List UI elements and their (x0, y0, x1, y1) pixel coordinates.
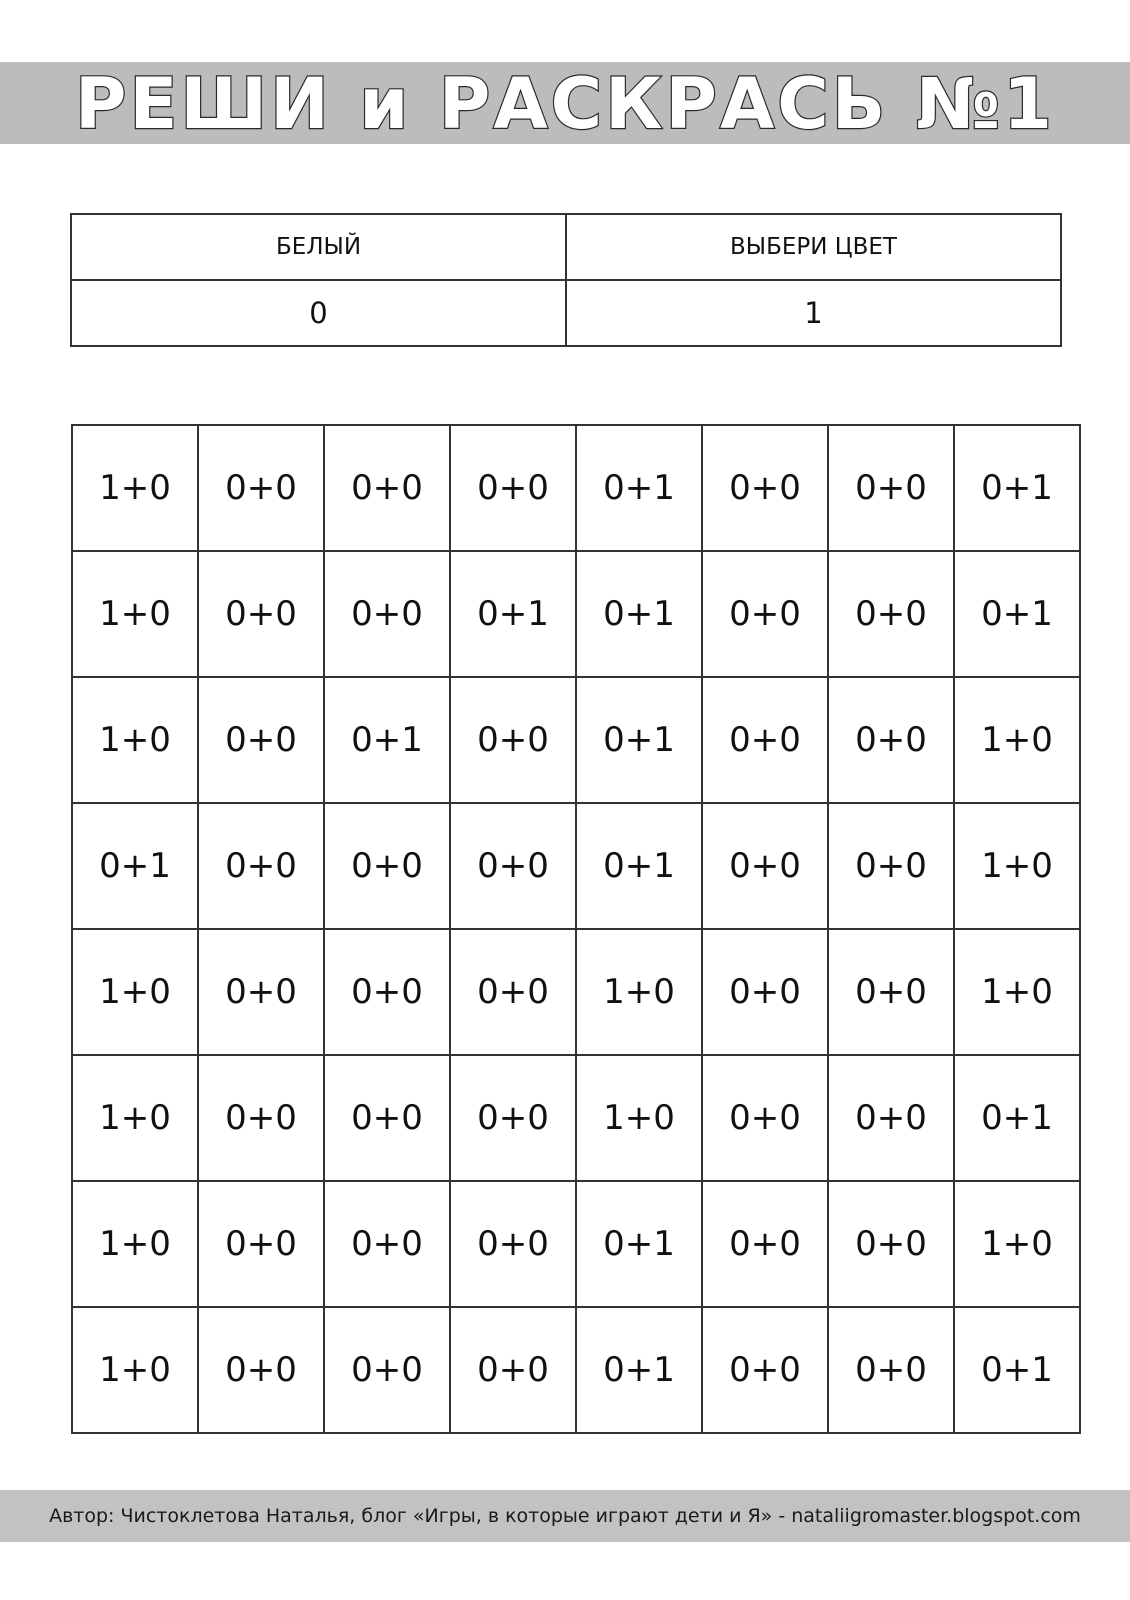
grid-row (72, 1307, 1080, 1433)
grid-cell[interactable]: 0+0 (450, 1181, 576, 1307)
grid-cell[interactable]: 0+1 (576, 425, 702, 551)
legend-header-choose-color: ВЫБЕРИ ЦВЕТ (566, 214, 1061, 280)
grid-cell[interactable]: 0+0 (702, 1055, 828, 1181)
grid-cell[interactable]: 1+0 (954, 1181, 1080, 1307)
grid-cell[interactable]: 0+0 (702, 425, 828, 551)
grid-cell[interactable]: 0+0 (702, 1307, 828, 1433)
grid-cell[interactable]: 1+0 (954, 677, 1080, 803)
grid-row (72, 1055, 1080, 1181)
grid-cell[interactable]: 0+0 (324, 551, 450, 677)
legend-value-white: 0 (71, 280, 566, 346)
grid-cell[interactable]: 0+1 (954, 1307, 1080, 1433)
grid-cell[interactable]: 0+1 (324, 677, 450, 803)
grid-cell[interactable]: 0+0 (450, 803, 576, 929)
grid-cell[interactable]: 0+1 (954, 551, 1080, 677)
grid-cell[interactable]: 0+0 (198, 677, 324, 803)
grid-cell[interactable]: 1+0 (72, 677, 198, 803)
title-band (0, 62, 1130, 144)
grid-cell[interactable]: 0+1 (954, 425, 1080, 551)
coloring-grid (71, 424, 1081, 1434)
grid-cell[interactable]: 0+0 (198, 425, 324, 551)
grid-cell[interactable]: 0+0 (828, 1181, 954, 1307)
grid-cell[interactable]: 0+0 (702, 677, 828, 803)
grid-cell[interactable]: 0+0 (324, 929, 450, 1055)
grid-cell[interactable]: 0+0 (702, 929, 828, 1055)
grid-cell[interactable]: 0+0 (828, 803, 954, 929)
grid-cell[interactable]: 0+0 (198, 1181, 324, 1307)
grid-cell[interactable]: 1+0 (576, 1055, 702, 1181)
grid-cell[interactable]: 0+0 (828, 551, 954, 677)
grid-cell[interactable]: 0+0 (198, 551, 324, 677)
grid-cell[interactable]: 0+0 (324, 1307, 450, 1433)
grid-row (72, 425, 1080, 551)
legend-header-row (71, 214, 1061, 280)
grid-cell[interactable]: 0+0 (324, 1055, 450, 1181)
grid-cell[interactable]: 0+0 (450, 929, 576, 1055)
grid-cell[interactable]: 0+0 (198, 1055, 324, 1181)
grid-cell[interactable]: 1+0 (72, 1307, 198, 1433)
legend-value-choose-color: 1 (566, 280, 1061, 346)
grid-cell[interactable]: 0+0 (828, 425, 954, 551)
legend-header-white: БЕЛЫЙ (71, 214, 566, 280)
grid-cell[interactable]: 0+1 (576, 551, 702, 677)
grid-cell[interactable]: 1+0 (72, 551, 198, 677)
grid-cell[interactable]: 0+0 (198, 1307, 324, 1433)
grid-row (72, 1181, 1080, 1307)
grid-cell[interactable]: 0+1 (576, 1307, 702, 1433)
grid-cell[interactable]: 0+1 (576, 803, 702, 929)
grid-cell[interactable]: 0+0 (450, 677, 576, 803)
color-legend-table (70, 213, 1062, 347)
legend-value-row (71, 280, 1061, 346)
grid-cell[interactable]: 1+0 (72, 425, 198, 551)
grid-row (72, 929, 1080, 1055)
title-svg (0, 62, 1130, 144)
grid-cell[interactable]: 0+0 (450, 425, 576, 551)
grid-row (72, 677, 1080, 803)
grid-cell[interactable]: 0+0 (702, 551, 828, 677)
grid-cell[interactable]: 0+0 (324, 803, 450, 929)
grid-cell[interactable]: 0+0 (450, 1307, 576, 1433)
grid-cell[interactable]: 0+0 (828, 929, 954, 1055)
footer-credit: Автор: Чистоклетова Наталья, блог «Игры, в которые играют дети и Я» - nataliigromaster.blogspot.com (49, 1505, 1081, 1527)
grid-cell[interactable]: 0+0 (828, 677, 954, 803)
grid-cell[interactable]: 0+0 (324, 425, 450, 551)
grid-cell[interactable]: 0+0 (450, 1055, 576, 1181)
grid-cell[interactable]: 0+0 (324, 1181, 450, 1307)
grid-row (72, 803, 1080, 929)
grid-cell[interactable]: 1+0 (72, 929, 198, 1055)
grid-cell[interactable]: 0+0 (702, 1181, 828, 1307)
grid-cell[interactable]: 0+0 (198, 803, 324, 929)
grid-cell[interactable]: 0+1 (576, 1181, 702, 1307)
grid-row (72, 551, 1080, 677)
grid-cell[interactable]: 0+0 (828, 1307, 954, 1433)
grid-cell[interactable]: 0+1 (72, 803, 198, 929)
grid-cell[interactable]: 1+0 (72, 1055, 198, 1181)
grid-cell[interactable]: 1+0 (954, 929, 1080, 1055)
grid-cell[interactable]: 1+0 (954, 803, 1080, 929)
grid-cell[interactable]: 1+0 (576, 929, 702, 1055)
footer-band (0, 1490, 1130, 1542)
grid-cell[interactable]: 0+0 (702, 803, 828, 929)
grid-cell[interactable]: 0+1 (450, 551, 576, 677)
grid-cell[interactable]: 0+0 (828, 1055, 954, 1181)
page-title: РЕШИ и РАСКРАСЬ №1 (75, 63, 1055, 144)
grid-cell[interactable]: 0+1 (576, 677, 702, 803)
grid-cell[interactable]: 0+0 (198, 929, 324, 1055)
grid-cell[interactable]: 0+1 (954, 1055, 1080, 1181)
grid-cell[interactable]: 1+0 (72, 1181, 198, 1307)
